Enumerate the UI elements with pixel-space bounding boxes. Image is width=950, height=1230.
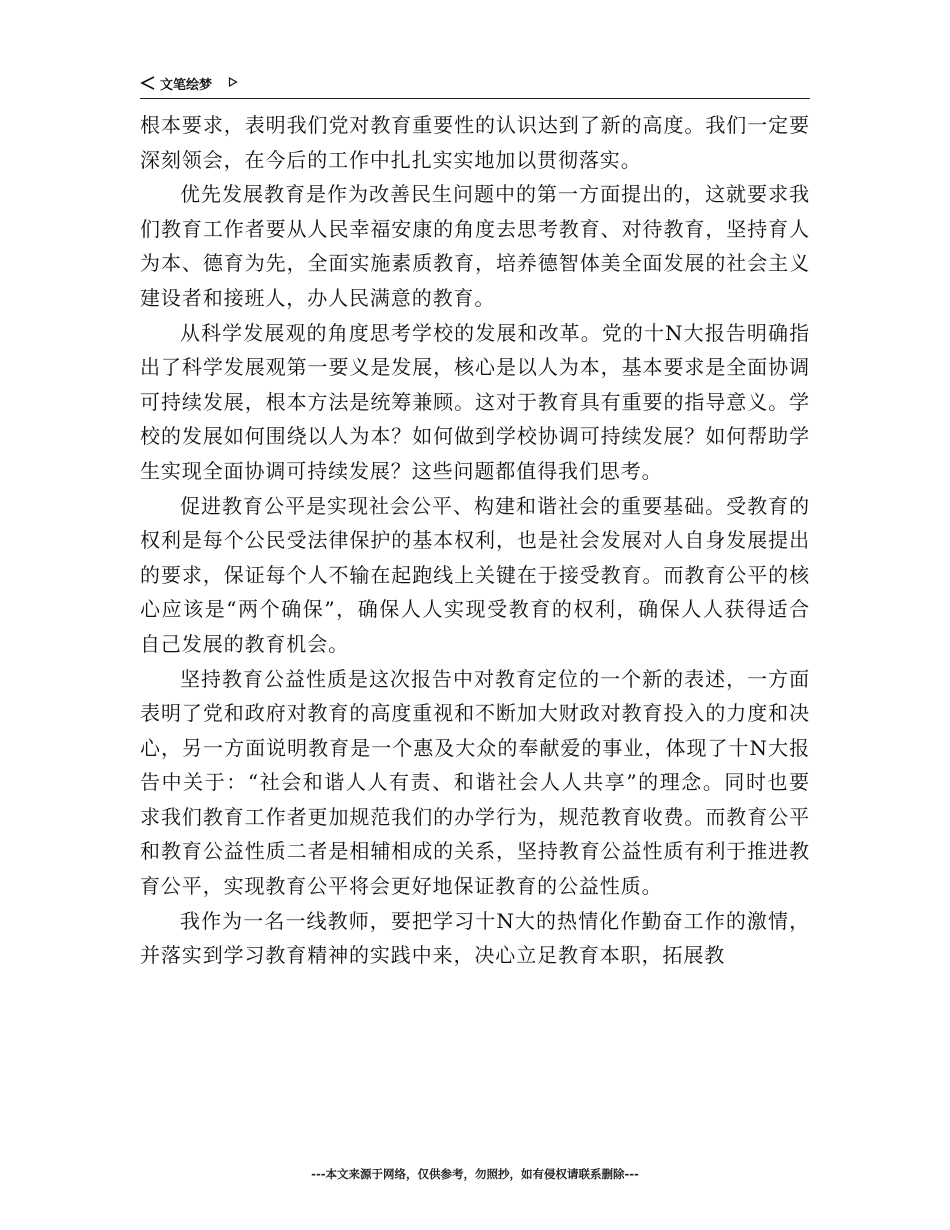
footer-notice: ---本文来源于网络，仅供参考，勿照抄，如有侵权请联系删除--- xyxy=(311,1167,639,1181)
page-header xyxy=(140,72,810,99)
header-brand-text: 文笔绘梦 xyxy=(160,78,213,93)
triangle-right-outline-icon xyxy=(228,77,238,87)
paragraph-education-equity: 促进教育公平是实现社会公平、构建和谐社会的重要基础。受教育的权利是每个公民受法律保护的基本权利，也是社会发展对人自身发展提出的要求，保证每个人不输在起跑线上关键在于接受教育。而教育公平的核心应该是“两个确保”，确保人人实现受教育的权利，确保人人获得适合自己发展的教育机会。 xyxy=(140,493,810,656)
paragraph-scientific-development: 从科学发展观的角度思考学校的发展和改革。党的十N大报告明确指出了科学发展观第一要义是发展，核心是以人为本，基本要求是全面协调可持续发展，根本方法是统筹兼顾。这对于教育具有重要的指导意义。学校的发展如何围绕以人为本？如何做到学校协调可持续发展？如何帮助学生实现全面协调可持续发展？这些问题都值得我们思考。 xyxy=(140,320,810,483)
paragraph-continued: 根本要求，表明我们党对教育重要性的认识达到了新的高度。我们一定要深刻领会，在今后的工作中扎扎实实地加以贯彻落实。 xyxy=(140,113,810,172)
triangle-left-outline-icon xyxy=(140,75,156,91)
paragraph-teacher-commitment: 我作为一名一线教师，要把学习十N大的热情化作勤奋工作的激情，并落实到学习教育精神的实践中来，决心立足教育本职，拓展教 xyxy=(140,908,810,968)
document-body xyxy=(140,108,810,973)
paragraph-priority-education: 优先发展教育是作为改善民生问题中的第一方面提出的，这就要求我们教育工作者要从人民幸福安康的角度去思考教育、对待教育，坚持育人为本、德育为先，全面实施素质教育，培养德智体美全面发展的社会主义建设者和接班人，办人民满意的教育。 xyxy=(140,182,810,310)
paragraph-public-welfare: 坚持教育公益性质是这次报告中对教育定位的一个新的表述，一方面表明了党和政府对教育的高度重视和不断加大财政对教育投入的力度和决心，另一方面说明教育是一个惠及大众的奉献爱的事业，体现了十N大报告中关于：“社会和谐人人有责、和谐社会人人共享”的理念。同时也要求我们教育工作者更加规范我们的办学行为，规范教育收费。而教育公平和教育公益性质二者是相辅相成的关系，坚持教育公益性质有利于推进教育公平，实现教育公平将会更好地保证教育的公益性质。 xyxy=(140,666,810,899)
